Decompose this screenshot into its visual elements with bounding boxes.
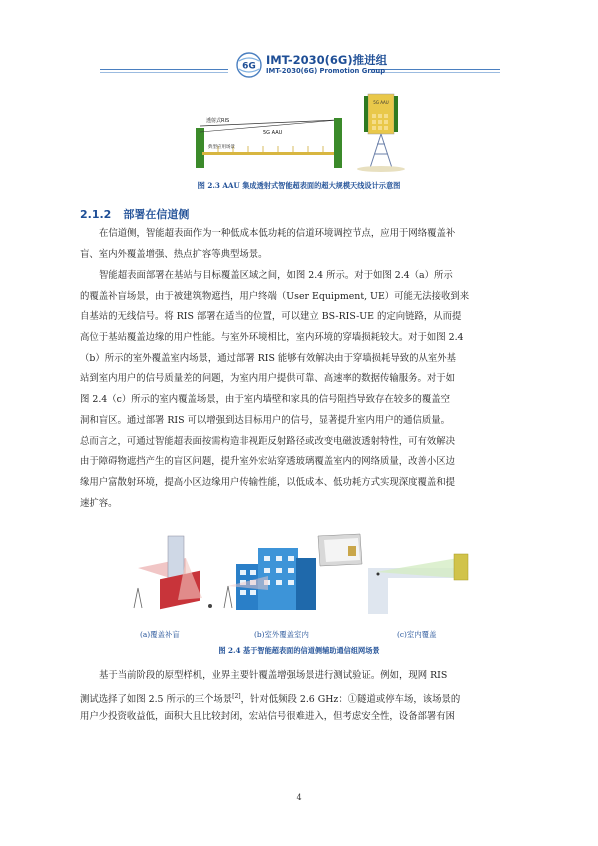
paragraph-1 [80,224,518,265]
imt2030-logo-icon [236,52,262,78]
paragraph-line: 总而言之，可通过智能超表面按需构造非视距反射路径或改变电磁波透射特性，可有效解决 [80,435,456,447]
svg-text:典型应用场景: 典型应用场景 [208,145,235,150]
logo-text: 6G [242,61,256,72]
header-rule-left [100,69,228,70]
paragraph-line: 盲、室内外覆盖增强、热点扩容等典型场景。 [80,248,268,260]
header-rule-right-thin [370,72,500,73]
paragraph-line: 的覆盖补盲场景，由于被建筑物遮挡，用户终端（User Equipment, UE）可能无法接收到来 [80,290,470,302]
paragraph-line: 缘用户富散射环境，提高小区边缘用户传输性能，以低成本、低功耗方式实现深度覆盖和提 [80,476,456,488]
paragraph-line: 测试选择了如图 2.5 所示的三个场景[2]，针对低频段 2.6 GHz：①隧道或停车场，该场景的 [80,692,461,705]
scene-a-coverage-blind-spot [134,536,212,609]
paragraph-line: 用户少投资收益低，面积大且比较封闭，宏站信号很难进入，但考虑安全性，设备部署有困 [80,711,456,723]
paragraph-line: 高位于基站覆盖边缘的用户性能。与室外环境相比，室内环境的穿墙损耗较大。对于如图 2.4 [80,332,464,344]
section-title: 部署在信道侧 [123,208,190,221]
svg-text:透射式RIS: 透射式RIS [206,118,230,124]
citation-ref[interactable]: [2] [232,692,241,700]
figure-2-4-illustration [128,528,480,620]
left-building [196,128,204,168]
paragraph-line: 站到室内用户的信号质量差的问题，为室内用户提供可靠、高速率的数据传输服务。对于如 [80,373,456,385]
svg-text:5G AAU: 5G AAU [263,130,283,136]
paragraph-line: （b）所示的室外覆盖室内场景，通过部署 RIS 能够有效解决由于穿墙损耗导致的从室外基 [80,352,457,364]
paragraph-3 [80,666,518,728]
header-subtitle: IMT-2030(6G) Promotion Group [266,67,386,75]
figure-2-4a-label: (a)覆盖补盲 [140,630,180,639]
paragraph-2 [80,266,518,514]
right-building [334,118,342,168]
paragraph-line: 在信道侧，智能超表面作为一种低成本低功耗的信道环境调控节点，应用于网络覆盖补 [99,228,456,239]
svg-text:5G AAU: 5G AAU [373,100,389,105]
section-heading [80,206,189,222]
figure-2-4b-label: (b)室外覆盖室内 [254,630,309,639]
header-title: IMT-2030(6G)推进组 [266,53,388,67]
section-number: 2.1.2 [80,208,112,221]
paragraph-line: 速扩容。 [80,497,118,509]
figure-2-3-caption: 图 2.3 AAU 集成透射式智能超表面的超大规模天线设计示意图 [197,181,401,190]
figure-2-3-illustration [178,88,418,174]
figure-2-4-caption: 图 2.4 基于智能超表面的信道侧辅助通信组网场景 [218,646,380,655]
header-rule-left-thin [100,72,228,73]
paragraph-line: 基于当前阶段的原型样机，业界主要针覆盖增强场景进行测试验证。例如，现网 RIS [99,670,448,681]
header-rule-right [370,69,500,70]
paragraph-line: 由于障碍物遮挡产生的盲区问题，提升室外宏站穿透玻璃覆盖室内的网络质量，改善小区边 [80,456,456,468]
figure-2-4c-label: (c)室内覆盖 [397,630,437,639]
page-number: 4 [296,793,302,802]
paragraph-line: 图 2.4（c）所示的室内覆盖场景，由于室内墙壁和家具的信号阻挡导致存在较多的覆盖空 [80,394,451,406]
paragraph-line: 洞和盲区。通过部署 RIS 可以增强到达目标用户的信号，显著提升室内用户的通信质量。 [80,414,451,426]
paragraph-line: 自基站的无线信号。将 RIS 部署在适当的位置，可以建立 BS-RIS-UE 的定向链路，从而提 [80,311,462,323]
scene-c-indoor [318,534,468,614]
paragraph-line: 智能超表面部署在基站与目标覆盖区域之间，如图 2.4 所示。对于如图 2.4（a）所示 [99,270,453,281]
scene-b-outdoor-to-indoor [224,548,316,610]
